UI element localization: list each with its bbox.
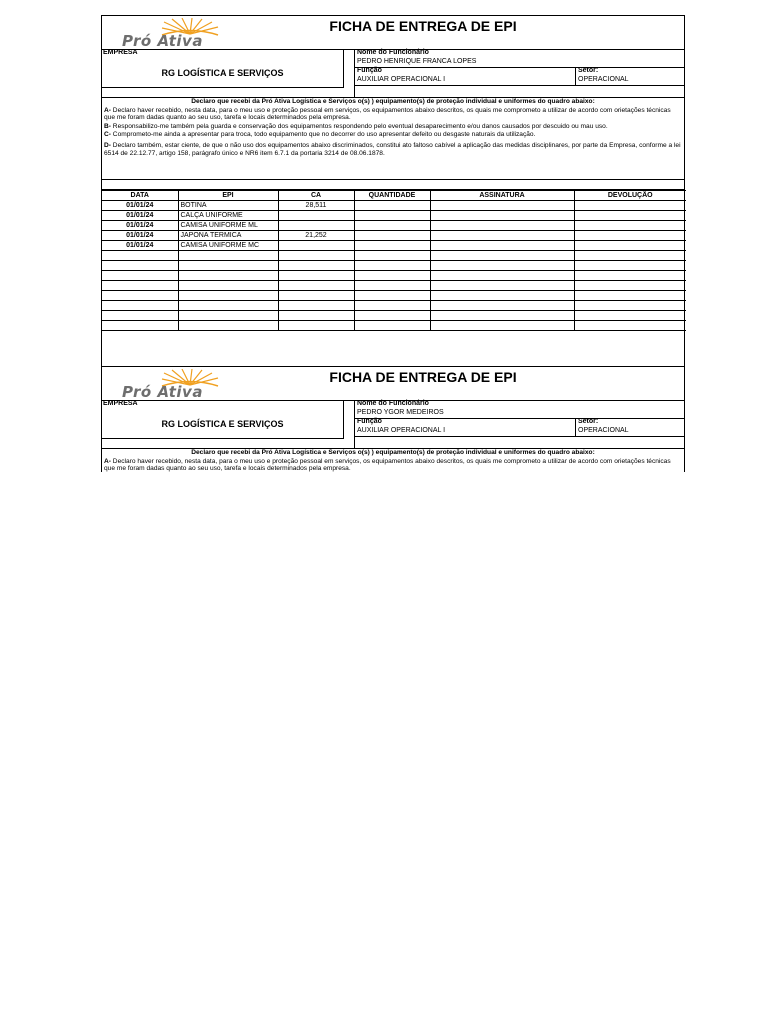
cell-data: 01/01/24: [102, 201, 178, 211]
employee-info: [102, 50, 684, 98]
empresa-label: EMPRESA: [103, 400, 138, 407]
cell-assinatura: [430, 211, 574, 221]
cell-assinatura: [430, 231, 574, 241]
funcao-row: [355, 419, 684, 437]
epi-table: [102, 190, 686, 331]
setor-cell: [575, 68, 684, 85]
cell-devolucao: [574, 301, 686, 311]
cell-ca: [278, 291, 354, 301]
employee-info: [102, 401, 684, 449]
cell-devolucao: [574, 281, 686, 291]
logo-text: Pró Ativa: [122, 383, 203, 401]
table-row: [102, 271, 686, 281]
cell-quantidade: [354, 301, 430, 311]
cell-ca: 28,511: [278, 201, 354, 211]
table-row: [102, 221, 686, 231]
cell-assinatura: [430, 261, 574, 271]
cell-ca: [278, 241, 354, 251]
cell-epi: CAMISA UNIFORME MC: [178, 241, 278, 251]
form-header: [102, 16, 684, 50]
funcao-label: Função: [357, 418, 382, 425]
declaration: [102, 449, 684, 473]
table-row: [102, 321, 686, 331]
cell-ca: [278, 281, 354, 291]
cell-assinatura: [430, 251, 574, 261]
cell-devolucao: [574, 241, 686, 251]
page-gap: [101, 330, 685, 367]
cell-assinatura: [430, 301, 574, 311]
epi-form-2: [101, 366, 685, 472]
nome-value: PEDRO HENRIQUE FRANCA LOPES: [357, 58, 477, 65]
cell-epi: [178, 261, 278, 271]
cell-devolucao: [574, 211, 686, 221]
cell-data: [102, 281, 178, 291]
empresa-label: EMPRESA: [103, 49, 138, 56]
cell-quantidade: [354, 241, 430, 251]
cell-assinatura: [430, 291, 574, 301]
cell-data: [102, 291, 178, 301]
funcionario-box: [354, 50, 684, 98]
form-title: FICHA DE ENTREGA DE EPI: [329, 369, 517, 385]
cell-ca: [278, 211, 354, 221]
empresa-box: [102, 401, 344, 439]
cell-epi: [178, 321, 278, 331]
declaration-title: Declaro que recebi da Pró Ativa Logística e Serviços o(s) ) equipamento(s) de proteção individual e uniformes do quadro abaixo:: [191, 98, 595, 105]
cell-quantidade: [354, 271, 430, 281]
cell-quantidade: [354, 291, 430, 301]
table-row: [102, 241, 686, 251]
empresa-value: RG LOGÍSTICA E SERVIÇOS: [161, 68, 284, 78]
cell-data: [102, 321, 178, 331]
cell-ca: 21,252: [278, 231, 354, 241]
nome-row: [355, 401, 684, 419]
cell-assinatura: [430, 221, 574, 231]
setor-label: Setor:: [578, 67, 599, 74]
cell-devolucao: [574, 291, 686, 301]
table-row: [102, 301, 686, 311]
cell-epi: JAPONA TERMICA: [178, 231, 278, 241]
cell-epi: [178, 301, 278, 311]
table-row: [102, 261, 686, 271]
nome-label: Nome do Funcionário: [357, 49, 429, 56]
table-row: [102, 251, 686, 261]
cell-epi: [178, 271, 278, 281]
clause-a: A- Declaro haver recebido, nesta data, para o meu uso e proteção pessoal em serviços, os equipamentos abaixo descritos, os quais me comprometo a utilizar de acordo com orietações técnicas que me foram dadas quanto ao seu uso, tarefa e locais determinados pela empresa.: [104, 106, 671, 122]
cell-data: [102, 251, 178, 261]
cell-assinatura: [430, 281, 574, 291]
cell-devolucao: [574, 221, 686, 231]
clause-a: A- Declaro haver recebido, nesta data, para o meu uso e proteção pessoal em serviços, os equipamentos abaixo descritos, os quais me comprometo a utilizar de acordo com orietações técnicas que me foram dadas quanto ao seu uso, tarefa e locais determinados pela empresa.: [104, 457, 671, 473]
form-title: FICHA DE ENTREGA DE EPI: [329, 18, 517, 34]
nome-label: Nome do Funcionário: [357, 400, 429, 407]
cell-data: [102, 311, 178, 321]
table-row: [102, 281, 686, 291]
funcao-value: AUXILIAR OPERACIONAL I: [357, 427, 446, 434]
table-row: [102, 231, 686, 241]
nome-value: PEDRO YGOR MEDEIROS: [357, 409, 444, 416]
col-assinatura: ASSINATURA: [430, 191, 574, 201]
table-body: [102, 201, 686, 331]
funcionario-box: [354, 401, 684, 449]
cell-devolucao: [574, 251, 686, 261]
cell-assinatura: [430, 311, 574, 321]
col-ca: CA: [278, 191, 354, 201]
empresa-value: RG LOGÍSTICA E SERVIÇOS: [161, 419, 284, 429]
cell-devolucao: [574, 311, 686, 321]
col-quantidade: QUANTIDADE: [354, 191, 430, 201]
cell-epi: [178, 251, 278, 261]
cell-data: 01/01/24: [102, 241, 178, 251]
cell-devolucao: [574, 321, 686, 331]
cell-data: [102, 301, 178, 311]
cell-epi: [178, 281, 278, 291]
table-row: [102, 291, 686, 301]
cell-epi: CAMISA UNIFORME ML: [178, 221, 278, 231]
cell-devolucao: [574, 231, 686, 241]
spacer-row: [102, 180, 684, 190]
col-epi: EPI: [178, 191, 278, 201]
col-data: DATA: [102, 191, 178, 201]
cell-assinatura: [430, 201, 574, 211]
cell-quantidade: [354, 321, 430, 331]
cell-devolucao: [574, 271, 686, 281]
cell-quantidade: [354, 221, 430, 231]
logo-text: Pró Ativa: [122, 32, 203, 50]
funcao-value: AUXILIAR OPERACIONAL I: [357, 76, 446, 83]
funcao-row: [355, 68, 684, 86]
cell-devolucao: [574, 261, 686, 271]
cell-ca: [278, 271, 354, 281]
setor-value: OPERACIONAL: [578, 427, 629, 434]
cell-ca: [278, 301, 354, 311]
cell-quantidade: [354, 261, 430, 271]
cell-assinatura: [430, 271, 574, 281]
table-header-row: [102, 191, 686, 201]
form-header: [102, 367, 684, 401]
cell-data: 01/01/24: [102, 221, 178, 231]
col-devolucao: DEVOLUÇÃO: [574, 191, 686, 201]
nome-row: [355, 50, 684, 68]
setor-label: Setor:: [578, 418, 599, 425]
cell-data: 01/01/24: [102, 231, 178, 241]
setor-value: OPERACIONAL: [578, 76, 629, 83]
cell-epi: CALÇA UNIFORME: [178, 211, 278, 221]
cell-epi: [178, 311, 278, 321]
table-row: [102, 311, 686, 321]
declaration-title: Declaro que recebi da Pró Ativa Logística e Serviços o(s) ) equipamento(s) de proteção individual e uniformes do quadro abaixo:: [191, 449, 595, 456]
funcao-label: Função: [357, 67, 382, 74]
cell-quantidade: [354, 201, 430, 211]
setor-cell: [575, 419, 684, 436]
cell-quantidade: [354, 211, 430, 221]
cell-quantidade: [354, 281, 430, 291]
empresa-box: [102, 50, 344, 88]
table-row: [102, 211, 686, 221]
cell-quantidade: [354, 251, 430, 261]
clause-c: C- Comprometo-me ainda a apresentar para troca, todo equipamento que no decorrer do uso apresentar defeito ou desgaste naturais da utilização.: [104, 131, 536, 139]
clause-d: D- Declaro também, estar ciente, de que o não uso dos equipamentos abaixo discriminados, constitui ato faltoso cabível a aplicação das medidas disciplinares, por parte da Empresa, conforme a lei 6514 de 22.12.77, artigo 158, parágrafo único e NR6 item 6.7.1 da portaria 3214 de 08.06.1878.: [104, 141, 681, 157]
cell-epi: [178, 291, 278, 301]
cell-assinatura: [430, 241, 574, 251]
cell-quantidade: [354, 231, 430, 241]
table-row: [102, 201, 686, 211]
cell-assinatura: [430, 321, 574, 331]
cell-ca: [278, 311, 354, 321]
cell-data: 01/01/24: [102, 211, 178, 221]
cell-data: [102, 271, 178, 281]
cell-data: [102, 261, 178, 271]
cell-ca: [278, 221, 354, 231]
cell-ca: [278, 261, 354, 271]
cell-ca: [278, 321, 354, 331]
declaration: [102, 98, 684, 180]
cell-ca: [278, 251, 354, 261]
epi-form-1: [101, 15, 685, 331]
cell-devolucao: [574, 201, 686, 211]
clause-b: B- Responsabilizo-me também pela guarda e conservação dos equipamentos respondendo pelo eventual desaparecimento e/ou danos causados por descuido ou mau uso.: [104, 122, 608, 130]
cell-quantidade: [354, 311, 430, 321]
cell-epi: BOTINA: [178, 201, 278, 211]
